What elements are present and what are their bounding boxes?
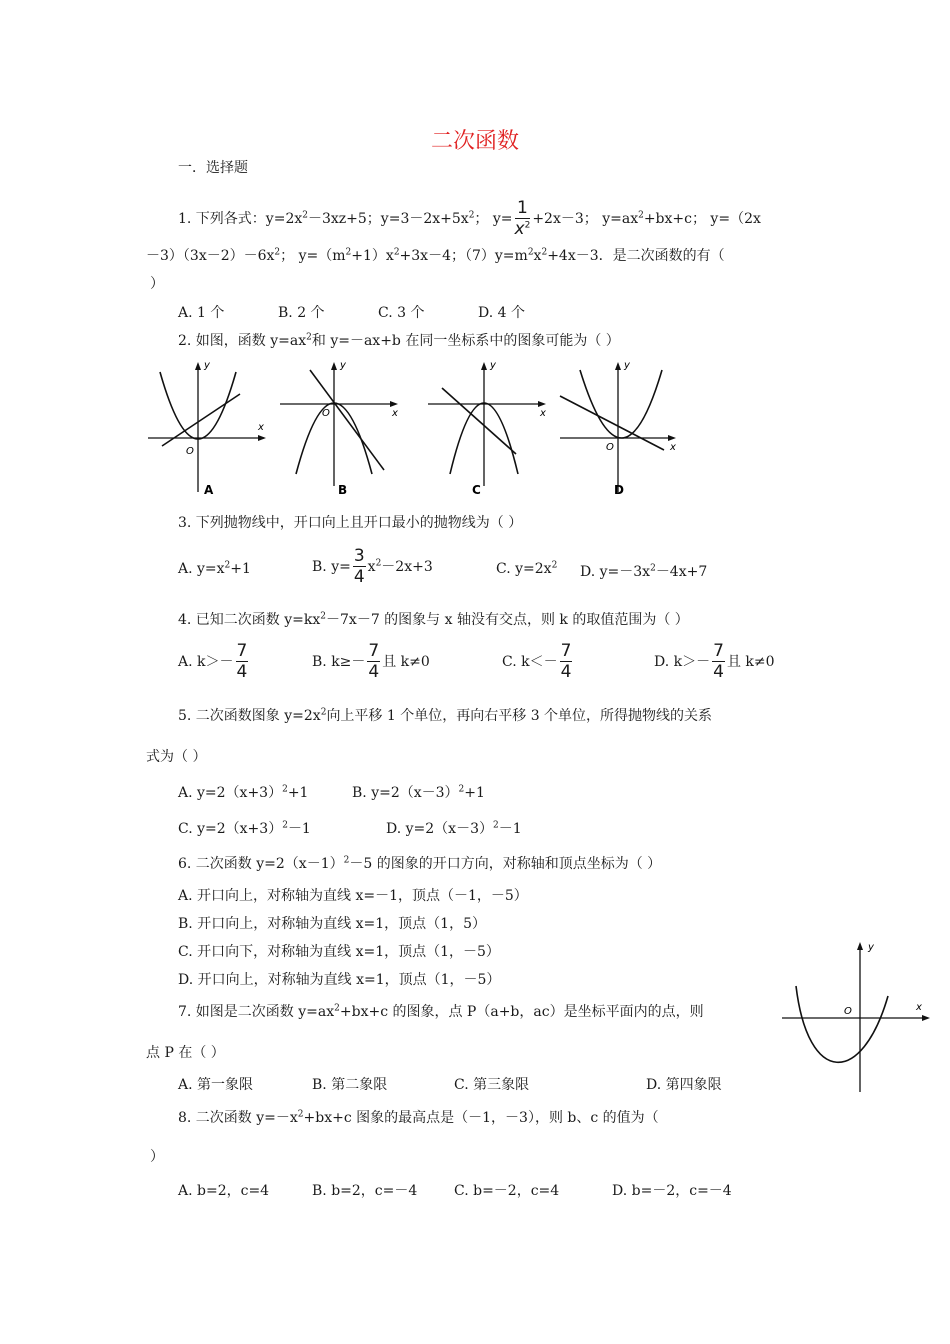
q6-stem: 6. 二次函数 $y=2(x-1)^2-5$ 的图象的开口方向，对称轴和顶点坐标为（ ） (178, 855, 662, 872)
q2-graph-c-x-label: x (540, 408, 546, 419)
q3-option-a: A. $y=x^2+1$ (178, 560, 251, 577)
q8-line1: 8. 二次函数 $y=-x^2+bx+c$ 图象的最高点是（－1，－3），则 b、c 的值为（ (178, 1109, 659, 1126)
q1-option-b: B. 2 个 (278, 305, 325, 321)
q1-line2: $-3)(3x-2)-6x^2$； $y=(m^2+1)x^2+3x-4$；$(7)y=m^2x^2+4x-3$．是二次函数的有（ (146, 247, 725, 264)
q5-option-d: D. $y=2(x-3)^2-1$ (386, 820, 522, 837)
q5-line1: 5. 二次函数图象 $y=2x^2$向上平移 1 个单位，再向右平移 3 个单位，所得抛物线的关系 (178, 707, 713, 724)
q2-graph-c-caption: C (472, 483, 481, 497)
q8-option-c: C. b=－2，c=4 (454, 1183, 560, 1199)
q5-option-b: B. $y=2(x-3)^2+1$ (352, 784, 485, 801)
q7-graph-origin: O (844, 1006, 852, 1017)
q6-option-c: C. 开口向下，对称轴为直线 x=1，顶点（1，－5） (178, 944, 500, 960)
q1-option-d: D. 4 个 (478, 305, 525, 321)
q1-line1: 1. 下列各式：$y=2x^2-3xz+5$；$y=3-2x+5x^2$； y= $\frac{1}{x^2}$ +2x－3； $y=ax^2+bx+c$； y=（2x (178, 198, 761, 239)
q2-graph-b-caption: B (338, 483, 348, 497)
q4-option-c: C. k＜－ $\frac{7}{4}$ (502, 641, 572, 682)
q1-line3: ） (150, 276, 164, 292)
q2-graph-c (424, 356, 554, 498)
q2-graph-a (144, 356, 270, 498)
q2-graph-d-caption: D (614, 483, 624, 497)
q2-graph-b (276, 356, 406, 498)
q7-option-c: C. 第三象限 (454, 1077, 530, 1093)
q2-graph-d-y-label: y (624, 360, 630, 371)
q7-line1: 7. 如图是二次函数 $y=ax^2+bx+c$ 的图象，点 P（a+b，ac）是坐标平面内的点，则 (178, 1003, 704, 1020)
q2-graph-d-x-label: x (670, 442, 676, 453)
q7-graph-x-label: x (916, 1002, 922, 1013)
q3-option-b: B. y= $\frac{3}{4}$ $x^2-2x+3$ (312, 546, 433, 587)
q5-line2: 式为（ ） (146, 749, 207, 765)
q2-graph-a-y-label: y (204, 360, 210, 371)
q7-option-d: D. 第四象限 (646, 1077, 722, 1093)
q1-fraction: $\frac{1}{x^2}$ (514, 198, 531, 239)
q4-option-d: D. k＞－ $\frac{7}{4}$ 且 k≠0 (654, 641, 775, 682)
q2-graph-b-y-label: y (340, 360, 346, 371)
q8-option-a: A. b=2，c=4 (178, 1183, 270, 1199)
q4-option-b: B. k≥－ $\frac{7}{4}$ 且 k≠0 (312, 641, 430, 682)
q2-graph-d-origin: O (606, 442, 614, 453)
q8-option-d: D. b=－2，c=－4 (612, 1183, 732, 1199)
q5-option-c: C. $y=2(x+3)^2-1$ (178, 820, 311, 837)
q2-graph-b-x-label: x (392, 408, 398, 419)
q7-option-a: A. 第一象限 (178, 1077, 254, 1093)
q8-line2: ） (150, 1149, 164, 1165)
q2-graph-a-x-label: x (258, 422, 264, 433)
q2-graph-a-origin: O (186, 446, 194, 457)
q7-graph (778, 936, 934, 1096)
q6-option-a: A. 开口向上，对称轴为直线 x=－1，顶点（－1，－5） (178, 888, 528, 904)
q8-option-b: B. b=2，c=－4 (312, 1183, 418, 1199)
q1-option-a: A. 1 个 (178, 305, 225, 321)
q1-option-c: C. 3 个 (378, 305, 425, 321)
q3-stem: 3. 下列抛物线中，开口向上且开口最小的抛物线为（ ） (178, 515, 523, 531)
q4-stem: 4. 已知二次函数 $y=kx^2-7x-7$ 的图象与 x 轴没有交点，则 k 的取值范围为（ ） (178, 611, 689, 628)
q2-graph-d (556, 356, 682, 498)
q7-option-b: B. 第二象限 (312, 1077, 388, 1093)
q6-option-d: D. 开口向上，对称轴为直线 x=1，顶点（1，－5） (178, 972, 501, 988)
page-title: 二次函数 (430, 129, 519, 154)
q7-line2: 点 P 在（ ） (146, 1045, 225, 1061)
q2-graph-b-origin: O (322, 408, 330, 419)
q2-graph-c-y-label: y (490, 360, 496, 371)
q5-option-a: A. $y=2(x+3)^2+1$ (178, 784, 309, 801)
q2-stem: 2. 如图，函数 $y=ax^2$和 y=－ax+b 在同一坐标系中的图象可能为（ ） (178, 332, 620, 349)
section-heading: 一．选择题 (178, 160, 248, 176)
q4-option-a: A. k＞－ $\frac{7}{4}$ (178, 641, 248, 682)
q7-graph-y-label: y (868, 942, 874, 953)
q3-option-c: C. $y=2x^2$ (496, 560, 558, 577)
q2-graph-a-caption: A (204, 483, 214, 497)
q6-option-b: B. 开口向上，对称轴为直线 x=1，顶点（1，5） (178, 916, 486, 932)
q3-option-d: D. $y=-3x^2-4x+7$ (580, 563, 708, 580)
